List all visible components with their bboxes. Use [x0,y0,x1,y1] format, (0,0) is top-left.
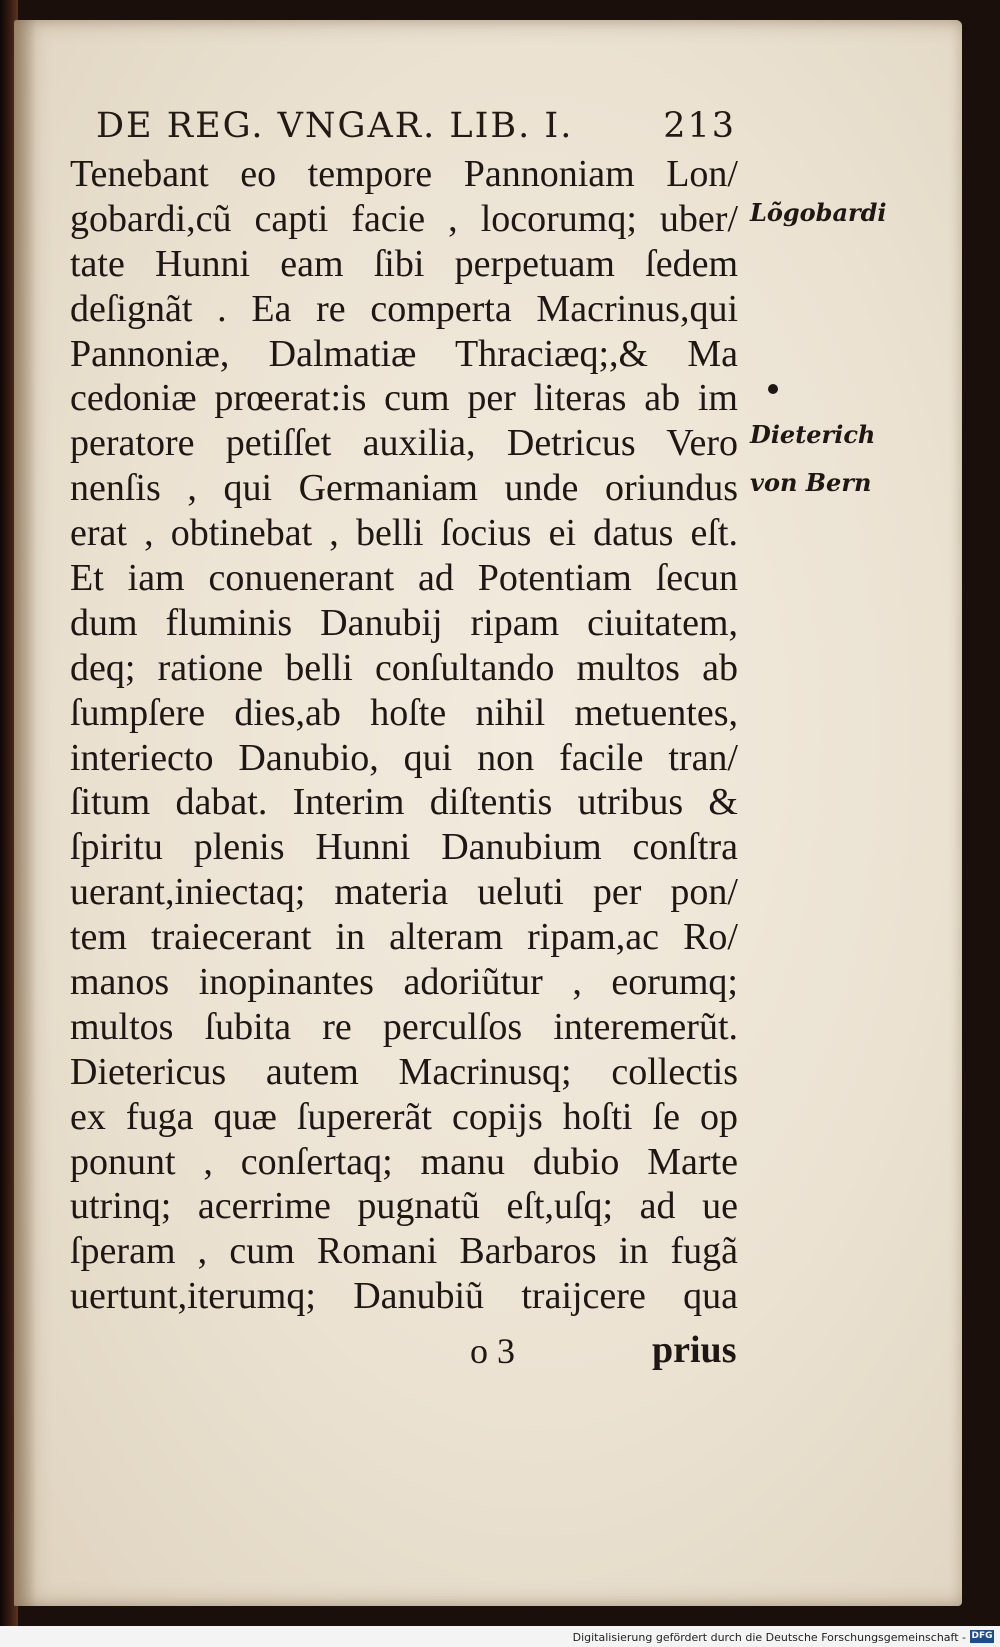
text-line: Et iam conuenerant ad Potentiam ſecun [70,557,738,600]
marginal-note-von-bern: von Bern [750,468,872,497]
signature-mark: o 3 [470,1331,515,1371]
marginal-note-dieterich: Dieterich [750,420,876,449]
funding-notice: Digitalisierung gefördert durch die Deutsche Forschungsgemeinschaft - [572,1631,966,1644]
text-line: uerant,iniectaq; materia ueluti per pon/ [70,871,738,914]
page-number: 213 [663,106,736,146]
text-line: ſumpſere dies,ab hoſte nihil metuentes, [70,691,738,734]
text-line: Pannoniæ, Dalmatiæ Thraciæq;,& Ma [70,332,738,375]
text-line: ſitum dabat. Interim diſtentis utribus & [70,781,738,824]
text-line: ſpiritu plenis Hunni Danubium conſtra [70,826,738,869]
page-gutter-shadow [14,20,36,1606]
text-line: deq; ratione belli conſultando multos ab [70,646,738,689]
text-line: Tenebant eo tempore Pannoniam Lon/ [70,153,738,195]
text-line: Dietericus autem Macrinusq; collectis [70,1050,738,1093]
text-line: ponunt , conſertaq; manu dubio Marte [70,1140,738,1183]
text-line: nenſis , qui Germaniam unde oriundus [70,467,738,510]
dfg-logo: DFG [971,1631,993,1641]
text-line: dum fluminis Danubij ripam ciuitatem, [70,601,738,644]
text-line: erat , obtinebat , belli ſocius ei datus eſt. [70,512,738,555]
text-line: ex fuga quæ ſupererãt copijs hoſti ſe op [70,1095,738,1138]
text-line: cedoniæ prœerat:is cum per literas ab im [70,377,738,420]
text-line: tem traiecerant in alteram ripam,ac Ro/ [70,916,738,959]
body-text [70,152,738,1319]
text-line: gobardi,cũ capti facie , locorumq; uber/ [70,197,738,240]
text-line: ſperam , cum Romani Barbaros in fugã [70,1230,738,1273]
text-line: tate Hunni eam ſibi perpetuam ſedem [70,242,738,285]
margin-dot-mark [768,384,778,394]
text-line: peratore petiſſet auxilia, Detricus Vero [70,422,738,465]
text-line: multos ſubita re perculſos interemerũt. [70,1005,738,1048]
text-line: manos inopinantes adoriũtur , eorumq; [70,961,738,1004]
text-line: utrinq; acerrime pugnatũ eſt,uſq; ad ue [70,1185,738,1228]
text-line: uertunt,iterumq; Danubiũ traijcere qua [70,1275,738,1318]
running-head-title: DE REG. VNGAR. LIB. I. [96,106,574,146]
text-line: interiecto Danubio, qui non facile tran/ [70,736,738,779]
text-line: deſignãt . Ea re comperta Macrinus,qui [70,287,738,330]
catchword: prius [652,1329,737,1371]
marginal-note-longobardi: Lõgobardi [750,198,887,227]
running-head [96,98,736,146]
